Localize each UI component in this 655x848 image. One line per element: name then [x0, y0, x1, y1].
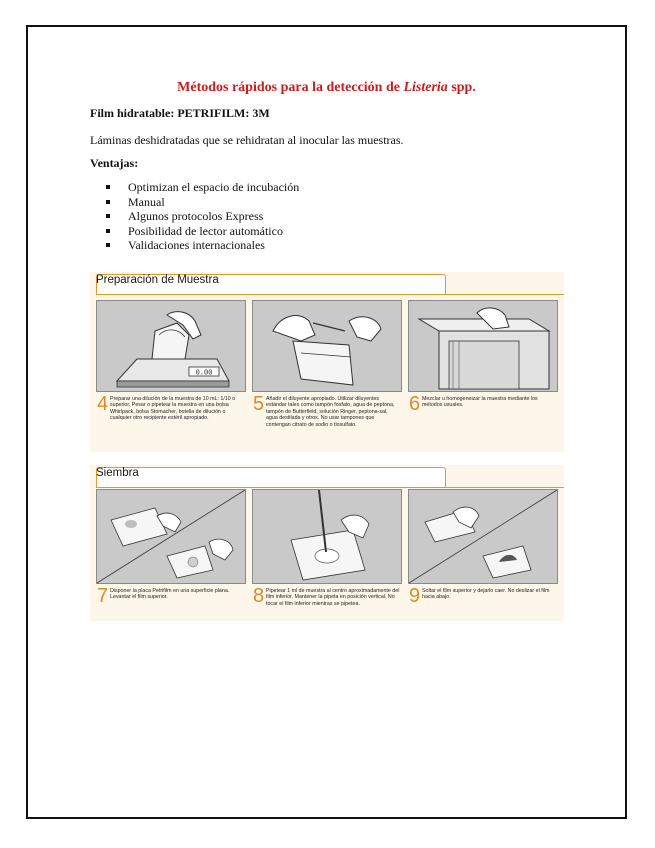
step-text: Añadir el diluyente apropiado. Utilizar diluyentes estándar tales como tampón fosfato, agua de peptona, tampón de Butterfield, solución Ringer, peptona-sal, agua destilada y otros. No usar tampones que contengan citrato de sodio o tiosulfato.	[266, 396, 395, 428]
illustration-drop-film	[408, 489, 558, 584]
list-item: Optimizan el espacio de incubación	[104, 180, 299, 195]
list-item: Manual	[104, 195, 299, 210]
step-number: 5	[253, 393, 265, 415]
step-number: 4	[97, 393, 109, 415]
subtitle: Film hidratable: PETRIFILM: 3M	[90, 106, 270, 120]
step-number: 7	[97, 585, 109, 607]
step-number: 6	[409, 393, 421, 415]
illustration-lift-film	[96, 489, 246, 584]
list-item: Algunos protocolos Express	[104, 209, 299, 224]
advantages-heading: Ventajas:	[90, 156, 139, 170]
step-text: Disponer la placa Petrifilm en una superficie plana. Levantar el film superior.	[110, 588, 230, 601]
page-title: Métodos rápidos para la detección de Listeria spp.	[177, 80, 476, 95]
step-text: Preparar una dilución de la muestra de 10 mL: 1/10 o superior. Pesar o pipetear la muestra en una bolsa Whirlpack, bolsa Stomacher, botella de dilución o cualquier otro recipiente estéril apropiado.	[110, 396, 236, 422]
step-number: 8	[253, 585, 265, 607]
illustration-diluent	[252, 300, 402, 392]
seeding-figure	[90, 465, 564, 621]
list-item: Posibilidad de lector automático	[104, 224, 299, 239]
step-text: Soltar el film superior y dejarlo caer. No deslizar el film hacia abajo.	[422, 588, 550, 601]
illustration-scale	[96, 300, 246, 392]
section-title: Preparación de Muestra	[96, 274, 219, 286]
section-tab	[96, 467, 446, 488]
step-number: 9	[409, 585, 421, 607]
step-text: Pipetear 1 ml de muestra al centro aproximadamente del film inferior. Mantener la pipeta en posición vertical. No tocar el film inferior mientras se pipetea.	[266, 588, 400, 607]
section-title: Siembra	[96, 467, 139, 479]
description: Láminas deshidratadas que se rehidratan al inocular las muestras.	[90, 133, 404, 147]
genus-name: Listeria	[403, 80, 448, 95]
scale-display: 0.00	[195, 369, 213, 378]
advantages-list	[104, 180, 299, 253]
step-text: Mezclar u homogeneizar la muestra mediante los métodos usuales.	[422, 396, 538, 409]
illustration-stomacher	[408, 300, 558, 392]
section-rule	[96, 294, 564, 295]
section-rule	[96, 487, 564, 488]
illustration-pipette	[252, 489, 402, 584]
preparation-figure	[90, 272, 564, 452]
list-item: Validaciones internacionales	[104, 238, 299, 253]
